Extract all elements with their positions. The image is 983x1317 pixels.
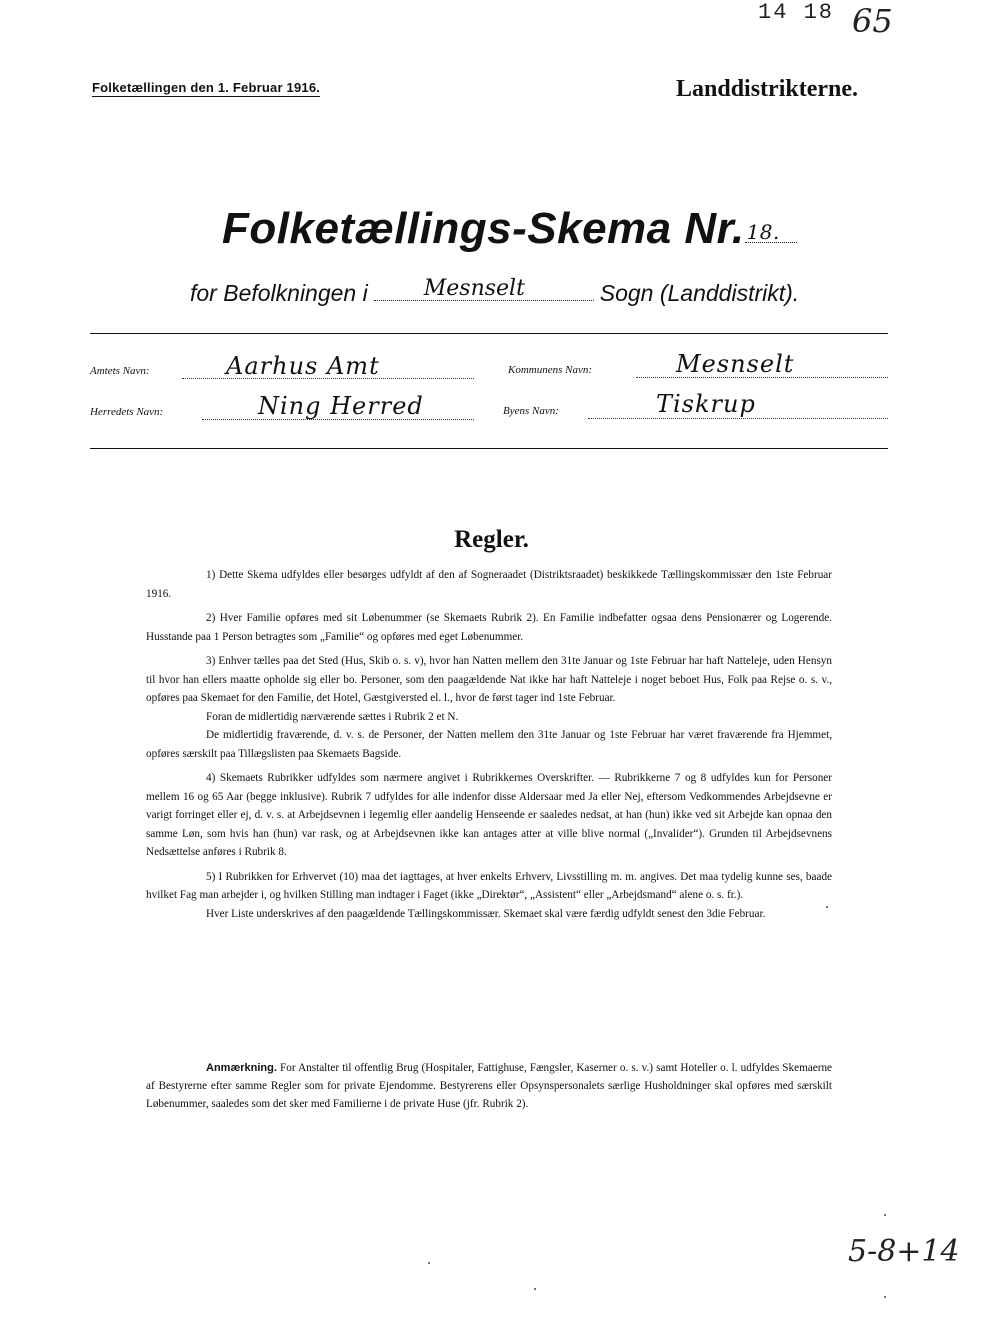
- archive-stamp-number: 14 18: [758, 0, 835, 25]
- kommune-handwritten: Mesnselt: [676, 350, 795, 378]
- form-number-handwritten: 18.: [746, 220, 780, 244]
- form-subtitle: [190, 276, 800, 307]
- scan-speck: [428, 1262, 430, 1264]
- form-title-text: Folketællings-Skema Nr.: [222, 204, 745, 253]
- rule-5: 5) I Rubrikken for Erhvervet (10) maa det iagttages, at hver enkelts Erhverv, Livsstilling m. m. angives. Det maa tydelig kunne ses, baade hvilket Fag man arbejder i, og hvilken Stilling man indtager i Faget (ikke „Direktør“, „Assistent“ eller „Arbejdsmand“ alene o. s. fr.).: [146, 870, 832, 901]
- census-date-header: Folketællingen den 1. Februar 1916.: [92, 80, 321, 95]
- top-divider: [90, 333, 888, 334]
- rule-1: 1) Dette Skema udfyldes eller besørges udfyldt af den af Sognerаadet (Distriktsraadet) beskikkede Tællingskommissær den 1ste Februar 1916.: [146, 569, 832, 600]
- rule-2: 2) Hver Familie opføres med sit Løbenummer (se Skemaets Rubrik 2). En Familie indbefatter ogsaa dens Pensionærer og Logerende. Husstande paa 1 Person betragtes som „Familie“ og opføres med eget Løbenummer.: [146, 612, 832, 643]
- rule-6: Hver Liste underskrives af den paagældende Tællingskommissær. Skemaet skal være færdig udfyldt senest den 3die Februar.: [206, 907, 766, 920]
- kommune-label: Kommunens Navn:: [508, 364, 593, 376]
- amt-label: Amtets Navn:: [90, 365, 150, 377]
- scan-speck: [826, 906, 828, 908]
- remark-text: For Anstalter til offentlig Brug (Hospitaler, Fattighuse, Fængsler, Kaserner o. s. v.) samt Hoteller o. l. udfyldes Skemaerne af Bestyrerne efter samme Regler som for private Ejendomme. Bestyrerens eller Opsynspersonalets særlige Husholdninger skal opføres med særskilt Løbenummer, saaledes som det sker med Familierne i de private Huse (jfr. Rubrik 2).: [146, 1062, 833, 1110]
- form-title: [222, 204, 797, 254]
- fields-divider: [90, 448, 888, 449]
- district-type-header: Landdistrikterne.: [676, 76, 859, 102]
- form-number-field: [745, 212, 797, 243]
- by-handwritten: Tiskrup: [656, 390, 756, 418]
- amt-handwritten: Aarhus Amt: [226, 352, 380, 380]
- remark-paragraph: [146, 1059, 832, 1113]
- handwritten-page-number: 65: [852, 2, 893, 40]
- rules-body: [146, 566, 832, 929]
- rule-3-present: Foran de midlertidig nærværende sættes i Rubrik 2 et N.: [206, 710, 459, 723]
- rule-3-absent: De midlertidig fraværende, d. v. s. de Personer, der Natten mellem den 31te Januar og 1ste Februar har været fraværende fra Hjemmet, opføres særskilt paa Tillægslisten paa Skemaets Bagside.: [146, 729, 832, 760]
- subtitle-suffix: Sogn (Landdistrikt).: [599, 280, 800, 306]
- herred-handwritten: Ning Herred: [258, 392, 424, 420]
- scan-speck: [884, 1214, 886, 1216]
- herred-label: Herredets Navn:: [90, 406, 164, 418]
- rules-heading: Regler.: [454, 526, 529, 553]
- parish-field: [374, 276, 594, 301]
- subtitle-prefix: for Befolkningen i: [190, 280, 368, 306]
- scan-speck: [884, 1296, 886, 1298]
- by-label: Byens Navn:: [503, 405, 559, 417]
- remark-lead: Anmærkning.: [206, 1062, 277, 1074]
- scan-speck: [534, 1288, 536, 1290]
- rule-4: 4) Skemaets Rubrikker udfyldes som nærmere angivet i Rubrikkernes Overskrifter. — Rubrikkerne 7 og 8 udfyldes kun for Personer mellem 16 og 65 Aar (begge inklusive). Rubrik 7 udfyldes for alle indenfor disse Aldersaar med Ja eller Nej, eftersom Vedkommendes Arbejdsevne er varigt forringet eller ej, d. v. s. at Arbejdsevnen i legemlig eller aandelig Henseende er saaledes nedsat, at han (hun) ikke ved sit Arbejde kan opnaa den samme Løn, som hvis han (hun) var rask, og at Arbejdsevnen ikke kan antages atter at ville blive normal („Invalider“). Grunden til Arbejdsevnens Nedsættelse anføres i Rubrik 8.: [146, 772, 832, 858]
- rule-3: 3) Enhver tælles paa det Sted (Hus, Skib o. s. v), hvor han Natten mellem den 31te Januar og 1ste Februar har haft Natteleje, uden Hensyn til hvor han ellers maatte opholde sig eller bo. Personer, som den paagældende Nat ikke har haft Natteleje i noget beboet Hus, Folk paa Rejse o. s. v., opføres paa Skemaet for den Familie, det Hotel, Gæstgiversted el. l., hvor de først tager ind 1ste Februar.: [146, 655, 832, 704]
- parish-handwritten: Mesnselt: [423, 276, 525, 301]
- handwritten-tally: 5-8+14: [848, 1234, 960, 1269]
